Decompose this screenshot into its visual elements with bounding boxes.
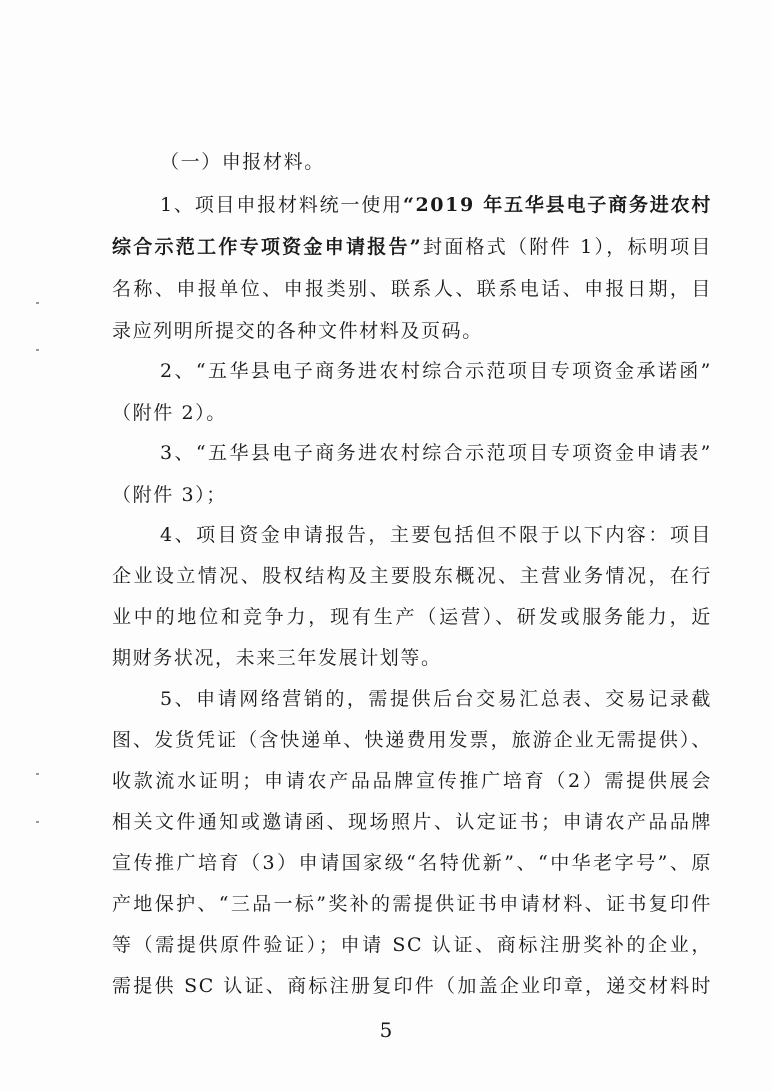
line-text: 封面格式（附件 1），标明项目 [422,236,712,258]
line-text: （附件 3）； [112,484,227,506]
text-line [112,891,712,917]
section-heading [160,149,712,175]
text-line [112,973,712,999]
line-bold-text: “2019 年五华县电子商务进农村 [402,194,713,216]
line-text: 图、发货凭证（含快递单、快递费用发票，旅游企业无需提供）、 [112,729,712,751]
text-line [112,768,712,794]
line-text: 相关文件通知或邀请函、现场照片、认定证书；申请农产品品牌 [112,811,712,833]
text-line [112,234,712,260]
text-line [112,727,712,753]
text-line [112,850,712,876]
line-text: 等（需提供原件验证）；申请 SC 认证、商标注册奖补的企业， [112,934,712,956]
line-text: 2、“五华县电子商务进农村综合示范项目专项资金承诺函” [160,360,712,382]
text-line [112,563,712,589]
text-line [112,318,712,344]
text-line [112,400,712,426]
line-text: 企业设立情况、股权结构及主要股东概况、主营业务情况，在行 [112,565,712,587]
section-heading-text: （一）申报材料。 [160,151,325,173]
line-text: 产地保护、“三品一标”奖补的需提供证书申请材料、证书复印件 [112,893,712,915]
scan-margin-mark [36,349,39,351]
text-line [112,809,712,835]
line-text: 1、项目申报材料统一使用 [160,194,403,216]
text-line [160,440,712,466]
text-line [160,192,712,218]
text-line [160,522,712,548]
text-line [112,276,712,302]
text-line [112,604,712,630]
line-text: （附件 2）。 [112,402,227,424]
text-line [160,686,712,712]
line-text: 期财务状况，未来三年发展计划等。 [112,647,442,669]
line-text: 4、项目资金申请报告，主要包括但不限于以下内容：项目 [160,524,712,546]
line-bold-text: 综合示范工作专项资金申请报告” [112,236,423,258]
line-text: 收款流水证明；申请农产品品牌宣传推广培育（2）需提供展会 [112,770,712,792]
line-text: 业中的地位和竞争力，现有生产（运营）、研发或服务能力，近 [112,606,712,628]
line-text: 3、“五华县电子商务进农村综合示范项目专项资金申请表” [160,442,712,464]
line-text: 宣传推广培育（3）申请国家级“名特优新”、“中华老字号”、原 [112,852,712,874]
scan-margin-mark [36,773,39,775]
line-text: 5、申请网络营销的，需提供后台交易汇总表、交易记录截 [160,688,712,710]
text-line [160,358,712,384]
line-text: 录应列明所提交的各种文件材料及页码。 [112,320,483,342]
scan-margin-mark [36,302,39,304]
line-text: 名称、申报单位、申报类别、联系人、联系电话、申报日期，目 [112,278,712,300]
line-text: 需提供 SC 认证、商标注册复印件（加盖企业印章，递交材料时 [112,975,712,997]
text-line [112,932,712,958]
scan-margin-mark [36,821,39,823]
text-line [112,482,712,508]
page-number: 5 [379,1018,393,1042]
text-line [112,645,712,671]
